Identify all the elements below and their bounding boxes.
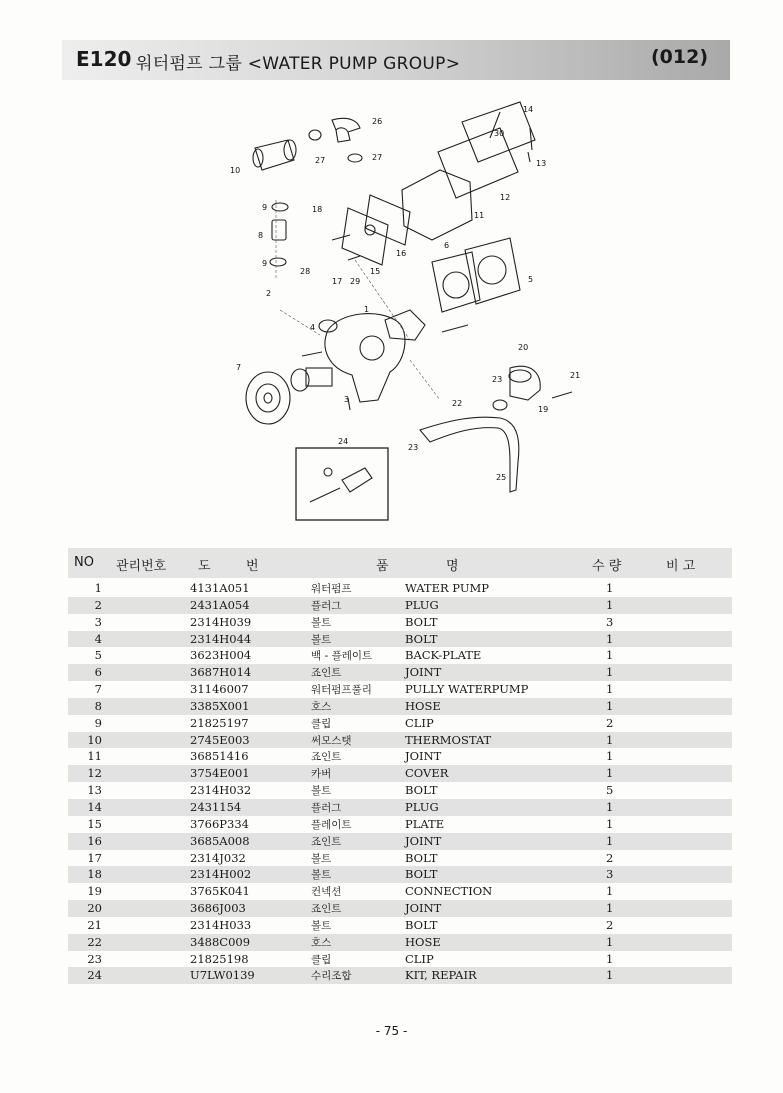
part-name-en: JOINT xyxy=(405,833,442,848)
header-remark: 비 고 xyxy=(666,559,696,574)
part-name-en: JOINT xyxy=(405,901,442,916)
part-name-en: BOLT xyxy=(405,867,438,882)
part-no: 15 xyxy=(87,816,102,831)
table-row xyxy=(68,900,732,917)
part-name-kr: 클립 xyxy=(311,717,332,730)
part-qty: 2 xyxy=(606,715,614,730)
svg-text:15: 15 xyxy=(370,267,381,276)
svg-text:27: 27 xyxy=(315,156,326,165)
part-no: 17 xyxy=(87,850,102,865)
part-qty: 2 xyxy=(606,917,614,932)
part-code: 2314H039 xyxy=(190,614,252,629)
part-name-kr: 써모스탯 xyxy=(311,734,352,747)
section-title-bar xyxy=(62,40,730,80)
svg-text:26: 26 xyxy=(372,117,383,126)
header-qty: 수 량 xyxy=(592,559,622,574)
table-row xyxy=(68,748,732,765)
part-qty: 1 xyxy=(606,951,614,966)
part-code: 2314J032 xyxy=(190,850,246,865)
part-no: 24 xyxy=(87,968,102,983)
part-code: 36851416 xyxy=(190,749,249,764)
part-qty: 3 xyxy=(606,867,614,882)
svg-text:16: 16 xyxy=(396,249,407,258)
part-qty: 2 xyxy=(606,850,614,865)
part-name-en: PLUG xyxy=(405,597,439,612)
part-no: 4 xyxy=(94,631,102,646)
svg-text:9: 9 xyxy=(262,259,268,268)
part-no: 6 xyxy=(94,665,102,680)
table-row xyxy=(68,597,732,614)
svg-text:3: 3 xyxy=(344,395,350,404)
part-code: U7LW0139 xyxy=(190,968,255,983)
part-no: 18 xyxy=(87,867,102,882)
part-code: 31146007 xyxy=(190,682,249,697)
part-no: 16 xyxy=(87,833,102,848)
part-code: 3385X001 xyxy=(190,698,250,713)
part-name-kr: 워터펌프풀리 xyxy=(311,684,372,697)
part-name-en: CONNECTION xyxy=(405,884,493,899)
part-no: 14 xyxy=(87,799,102,814)
part-name-kr: 클립 xyxy=(311,953,332,966)
part-name-en: BOLT xyxy=(405,917,438,932)
part-name-kr: 호스 xyxy=(311,936,332,949)
table-row xyxy=(68,698,732,715)
part-code: 2431154 xyxy=(190,799,242,814)
part-name-kr: 워터펌프 xyxy=(311,583,352,595)
part-name-kr: 플러그 xyxy=(311,801,342,814)
svg-text:10: 10 xyxy=(230,166,241,175)
part-no: 22 xyxy=(87,934,102,949)
part-name-en: BOLT xyxy=(405,850,438,865)
svg-text:1: 1 xyxy=(364,305,370,314)
page-number: - 75 - xyxy=(375,1024,408,1038)
table-row xyxy=(68,782,732,799)
part-name-kr: 카버 xyxy=(311,768,332,781)
header-item-2: 명 xyxy=(446,559,459,574)
part-qty: 1 xyxy=(606,833,614,848)
part-code: 3686J003 xyxy=(190,901,246,916)
part-name-en: WATER PUMP xyxy=(405,581,490,595)
part-qty: 3 xyxy=(606,614,614,629)
part-no: 21 xyxy=(87,917,102,932)
table-row xyxy=(68,816,732,833)
part-code: 2314H002 xyxy=(190,867,252,882)
svg-text:5: 5 xyxy=(528,275,534,284)
part-code: 3687H014 xyxy=(190,665,252,680)
parts-table-header xyxy=(68,548,732,578)
svg-text:30: 30 xyxy=(494,129,505,138)
section-code: (012) xyxy=(650,46,708,68)
svg-text:29: 29 xyxy=(350,277,361,286)
table-row xyxy=(68,664,732,681)
part-no: 23 xyxy=(87,951,102,966)
part-name-kr: 죠인트 xyxy=(311,835,342,848)
svg-text:22: 22 xyxy=(452,399,463,408)
svg-text:23: 23 xyxy=(408,443,419,452)
part-no: 19 xyxy=(87,884,102,899)
part-qty: 1 xyxy=(606,665,614,680)
part-qty: 1 xyxy=(606,799,614,814)
model-code: E120 xyxy=(76,47,132,71)
part-code: 3623H004 xyxy=(190,648,252,663)
header-drawing-2: 번 xyxy=(246,559,259,574)
svg-text:28: 28 xyxy=(300,267,311,276)
part-name-kr: 플러그 xyxy=(311,599,342,612)
header-no: NO xyxy=(74,555,94,570)
part-qty: 1 xyxy=(606,597,614,612)
table-row xyxy=(68,850,732,867)
svg-text:24: 24 xyxy=(338,437,349,446)
header-mgmt-number: 관리번호 xyxy=(116,559,167,574)
part-code: 2431A054 xyxy=(190,597,250,612)
svg-text:18: 18 xyxy=(312,205,323,214)
svg-text:21: 21 xyxy=(570,371,581,380)
svg-text:9: 9 xyxy=(262,203,268,212)
table-row xyxy=(68,580,732,597)
part-qty: 1 xyxy=(606,766,614,781)
part-qty: 1 xyxy=(606,682,614,697)
table-row xyxy=(68,951,732,968)
svg-text:7: 7 xyxy=(236,363,242,372)
part-qty: 1 xyxy=(606,698,614,713)
part-code: 3765K041 xyxy=(190,884,250,899)
part-qty: 1 xyxy=(606,732,614,747)
table-row xyxy=(68,833,732,850)
part-qty: 1 xyxy=(606,934,614,949)
part-no: 2 xyxy=(94,597,102,612)
section-title: 워터펌프 그룹 <WATER PUMP GROUP> xyxy=(136,54,461,74)
svg-text:20: 20 xyxy=(518,343,529,352)
part-name-kr: 호스 xyxy=(311,700,332,713)
part-qty: 1 xyxy=(606,648,614,663)
part-name-kr: 볼트 xyxy=(311,852,332,865)
part-no: 13 xyxy=(87,783,102,798)
part-no: 10 xyxy=(87,732,102,747)
parts-list xyxy=(68,580,732,984)
part-name-en: PLATE xyxy=(405,816,445,831)
table-row xyxy=(68,917,732,934)
part-name-en: JOINT xyxy=(405,749,442,764)
part-no: 9 xyxy=(94,715,102,730)
header-drawing-1: 도 xyxy=(198,559,211,574)
part-code: 4131A051 xyxy=(190,581,250,595)
table-row xyxy=(68,967,732,984)
part-name-kr: 플레이트 xyxy=(311,818,352,831)
table-row xyxy=(68,631,732,648)
table-row xyxy=(68,681,732,698)
part-code: 21825197 xyxy=(190,715,249,730)
part-no: 8 xyxy=(94,698,102,713)
part-qty: 1 xyxy=(606,884,614,899)
part-name-kr: 볼트 xyxy=(311,785,332,798)
part-name-en: PLUG xyxy=(405,799,439,814)
svg-text:8: 8 xyxy=(258,231,264,240)
svg-text:12: 12 xyxy=(500,193,511,202)
svg-text:17: 17 xyxy=(332,277,343,286)
part-code: 2314H032 xyxy=(190,783,252,798)
part-name-en: COVER xyxy=(405,766,449,781)
part-qty: 1 xyxy=(606,816,614,831)
table-row xyxy=(68,883,732,900)
table-row xyxy=(68,732,732,749)
part-code: 2745E003 xyxy=(190,732,250,747)
part-name-kr: 볼트 xyxy=(311,616,332,629)
part-name-kr: 수리조합 xyxy=(311,970,352,983)
part-qty: 1 xyxy=(606,631,614,646)
part-name-en: BOLT xyxy=(405,614,438,629)
part-code: 3685A008 xyxy=(190,833,250,848)
part-name-kr: 죠인트 xyxy=(311,667,342,680)
part-code: 3754E001 xyxy=(190,766,250,781)
part-name-kr: 볼트 xyxy=(311,633,332,646)
svg-text:14: 14 xyxy=(523,105,534,114)
part-qty: 1 xyxy=(606,901,614,916)
exploded-parts-diagram xyxy=(210,100,590,525)
part-name-en: CLIP xyxy=(405,951,434,966)
svg-text:13: 13 xyxy=(536,159,547,168)
table-row xyxy=(68,799,732,816)
part-name-kr: 백 - 플레이트 xyxy=(311,650,373,663)
table-row xyxy=(68,866,732,883)
part-name-en: BOLT xyxy=(405,631,438,646)
part-no: 12 xyxy=(87,766,102,781)
part-qty: 5 xyxy=(606,783,614,798)
svg-text:2: 2 xyxy=(266,289,272,298)
part-name-en: BACK-PLATE xyxy=(405,648,482,663)
part-name-en: BOLT xyxy=(405,783,438,798)
part-name-en: KIT, REPAIR xyxy=(405,968,477,983)
svg-text:6: 6 xyxy=(444,241,450,250)
part-no: 5 xyxy=(94,648,102,663)
part-code: 21825198 xyxy=(190,951,249,966)
table-row xyxy=(68,765,732,782)
part-code: 2314H044 xyxy=(190,631,252,646)
header-item-1: 품 xyxy=(376,559,389,574)
part-name-kr: 볼트 xyxy=(311,869,332,882)
svg-text:11: 11 xyxy=(474,211,485,220)
part-name-kr: 죠인트 xyxy=(311,751,342,764)
part-name-kr: 컨넥션 xyxy=(311,886,342,899)
svg-text:19: 19 xyxy=(538,405,549,414)
part-no: 3 xyxy=(94,614,102,629)
part-name-en: CLIP xyxy=(405,715,434,730)
part-no: 7 xyxy=(94,682,102,697)
part-name-kr: 죠인트 xyxy=(311,903,342,916)
part-name-kr: 볼트 xyxy=(311,919,332,932)
part-no: 11 xyxy=(87,749,102,764)
svg-text:23: 23 xyxy=(492,375,503,384)
table-row xyxy=(68,934,732,951)
svg-text:27: 27 xyxy=(372,153,383,162)
part-qty: 1 xyxy=(606,581,614,595)
part-name-en: THERMOSTAT xyxy=(405,732,492,747)
part-no: 1 xyxy=(94,581,102,595)
part-code: 3488C009 xyxy=(190,934,251,949)
part-code: 3766P334 xyxy=(190,816,249,831)
part-qty: 1 xyxy=(606,749,614,764)
part-qty: 1 xyxy=(606,968,614,983)
part-name-en: HOSE xyxy=(405,934,441,949)
part-name-en: PULLY WATERPUMP xyxy=(405,682,529,697)
part-name-en: HOSE xyxy=(405,698,441,713)
part-code: 2314H033 xyxy=(190,917,252,932)
svg-text:4: 4 xyxy=(310,323,316,332)
table-row xyxy=(68,715,732,732)
table-row xyxy=(68,647,732,664)
part-no: 20 xyxy=(87,901,102,916)
svg-text:25: 25 xyxy=(496,473,507,482)
part-name-en: JOINT xyxy=(405,665,442,680)
table-row xyxy=(68,614,732,631)
